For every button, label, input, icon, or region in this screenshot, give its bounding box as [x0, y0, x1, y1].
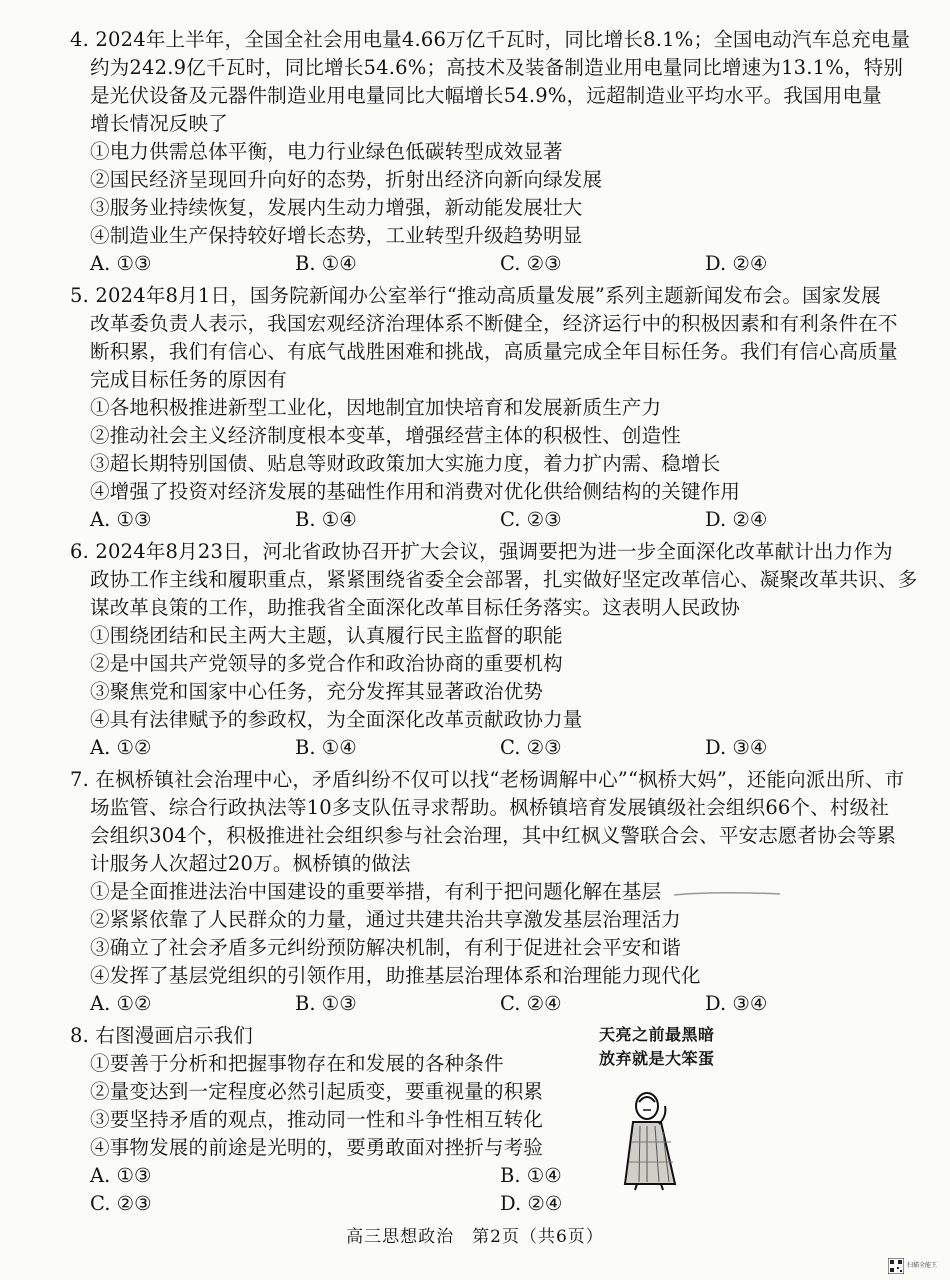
- scanner-watermark: 扫描全能王: [907, 1262, 938, 1269]
- cartoon-caption-line-1: 天亮之前最黑暗: [599, 1025, 715, 1044]
- option-c: C. ②③: [500, 252, 562, 275]
- question-text-line: 政协工作主线和履职重点，紧紧围绕省委全会部署，扎实做好坚定改革信心、凝聚改革共识、多: [90, 568, 918, 591]
- statement-3: ③聚焦党和国家中心任务，充分发挥其显著政治优势: [90, 680, 544, 703]
- option-b: B. ①④: [295, 736, 357, 759]
- page-footer: 高三思想政治 第2页（共6页）: [346, 1227, 604, 1247]
- option-d: D. ②④: [705, 508, 768, 531]
- question-text-line: 断积累，我们有信心、有底气战胜困难和挑战，高质量完成全年目标任务。我们有信心高质量: [90, 340, 898, 363]
- option-d: D. ③④: [705, 992, 768, 1015]
- statement-4: ④具有法律赋予的参政权，为全面深化改革贡献政协力量: [90, 708, 583, 731]
- option-c: C. ②③: [90, 1192, 152, 1215]
- option-a: A. ①②: [90, 992, 152, 1015]
- option-a: A. ①③: [90, 252, 152, 275]
- cartoon-person-drawing: [595, 1022, 745, 1192]
- question-text-line: 谋改革良策的工作，助推我省全面深化改革目标任务落实。这表明人民政协: [90, 596, 741, 619]
- question-text-line: 8. 右图漫画启示我们: [70, 1024, 254, 1047]
- statement-3: ③超长期特别国债、贴息等财政政策加大实施力度，着力扩内需、稳增长: [90, 452, 721, 475]
- question-text-line: 5. 2024年8月1日，国务院新闻办公室举行“推动高质量发展”系列主题新闻发布会。国家发展: [70, 284, 881, 307]
- statement-3: ③服务业持续恢复，发展内生动力增强，新动能发展壮大: [90, 196, 583, 219]
- option-b: B. ①④: [295, 252, 357, 275]
- statement-1: ①电力供需总体平衡，电力行业绿色低碳转型成效显著: [90, 140, 563, 163]
- statement-1: ①是全面推进法治中国建设的重要举措，有利于把问题化解在基层: [90, 880, 662, 903]
- statement-2: ②紧紧依靠了人民群众的力量，通过共建共治共享激发基层治理活力: [90, 908, 682, 931]
- statement-3: ③要坚持矛盾的观点，推动同一性和斗争性相互转化: [90, 1108, 544, 1131]
- question-text-line: 4. 2024年上半年，全国全社会用电量4.66万亿千瓦时，同比增长8.1%；全国电动汽车总充电量: [70, 28, 911, 51]
- question-text-line: 6. 2024年8月23日，河北省政协召开扩大会议，强调要把为进一步全面深化改革献计出力作为: [70, 540, 893, 563]
- statement-1: ①围绕团结和民主两大主题，认真履行民主监督的职能: [90, 624, 563, 647]
- option-c: C. ②④: [500, 992, 562, 1015]
- statement-4: ④事物发展的前途是光明的，要勇敢面对挫折与考验: [90, 1136, 544, 1159]
- pen-stroke-mark: [672, 889, 782, 899]
- question-text-line: 增长情况反映了: [90, 112, 228, 135]
- question-text-line: 场监管、综合行政执法等10多支队伍寻求帮助。枫桥镇培育发展镇级社会组织66个、村级社: [90, 796, 890, 819]
- question-text-line: 约为242.9亿千瓦时，同比增长54.6%；高技术及装备制造业用电量同比增速为13.1%，特别: [90, 56, 904, 79]
- statement-1: ①要善于分析和把握事物存在和发展的各种条件: [90, 1052, 504, 1075]
- option-a: A. ①③: [90, 508, 152, 531]
- question-text-line: 会组织304个，积极推进社会组织参与社会治理，其中红枫义警联合会、平安志愿者协会等累: [90, 824, 897, 847]
- statement-3: ③确立了社会矛盾多元纠纷预防解决机制，有利于促进社会平安和谐: [90, 936, 682, 959]
- question-text-line: 是光伏设备及元器件制造业用电量同比大幅增长54.9%，远超制造业平均水平。我国用电量: [90, 84, 882, 107]
- statement-4: ④发挥了基层党组织的引领作用，助推基层治理体系和治理能力现代化: [90, 964, 701, 987]
- statement-2: ②量变达到一定程度必然引起质变，要重视量的积累: [90, 1080, 544, 1103]
- option-d: D. ②④: [500, 1192, 563, 1215]
- option-b: B. ①③: [295, 992, 357, 1015]
- question-text-line: 计服务人次超过20万。枫桥镇的做法: [90, 852, 411, 875]
- statement-4: ④制造业生产保持较好增长态势，工业转型升级趋势明显: [90, 224, 583, 247]
- option-a: A. ①②: [90, 736, 152, 759]
- question-text-line: 改革委负责人表示，我国宏观经济治理体系不断健全，经济运行中的积极因素和有利条件在不: [90, 312, 898, 335]
- option-c: C. ②③: [500, 736, 562, 759]
- statement-2: ②国民经济呈现回升向好的态势，折射出经济向新向绿发展: [90, 168, 603, 191]
- option-b: B. ①④: [500, 1164, 562, 1187]
- question-text-line: 7. 在枫桥镇社会治理中心，矛盾纠纷不仅可以找“老杨调解中心”“枫桥大妈”，还能向派出所、市: [70, 768, 905, 791]
- option-d: D. ③④: [705, 736, 768, 759]
- cartoon-figure: [595, 1022, 745, 1192]
- statement-4: ④增强了投资对经济发展的基础性作用和消费对优化供给侧结构的关键作用: [90, 480, 741, 503]
- statement-2: ②推动社会主义经济制度根本变革，增强经营主体的积极性、创造性: [90, 424, 682, 447]
- qr-code-icon: [888, 1258, 904, 1274]
- question-text-line: 完成目标任务的原因有: [90, 368, 288, 391]
- statement-1: ①各地积极推进新型工业化，因地制宜加快培育和发展新质生产力: [90, 396, 662, 419]
- option-b: B. ①④: [295, 508, 357, 531]
- statement-2: ②是中国共产党领导的多党合作和政治协商的重要机构: [90, 652, 563, 675]
- cartoon-caption-line-2: 放弃就是大笨蛋: [599, 1049, 715, 1068]
- option-d: D. ②④: [705, 252, 768, 275]
- option-c: C. ②③: [500, 508, 562, 531]
- option-a: A. ①③: [90, 1164, 152, 1187]
